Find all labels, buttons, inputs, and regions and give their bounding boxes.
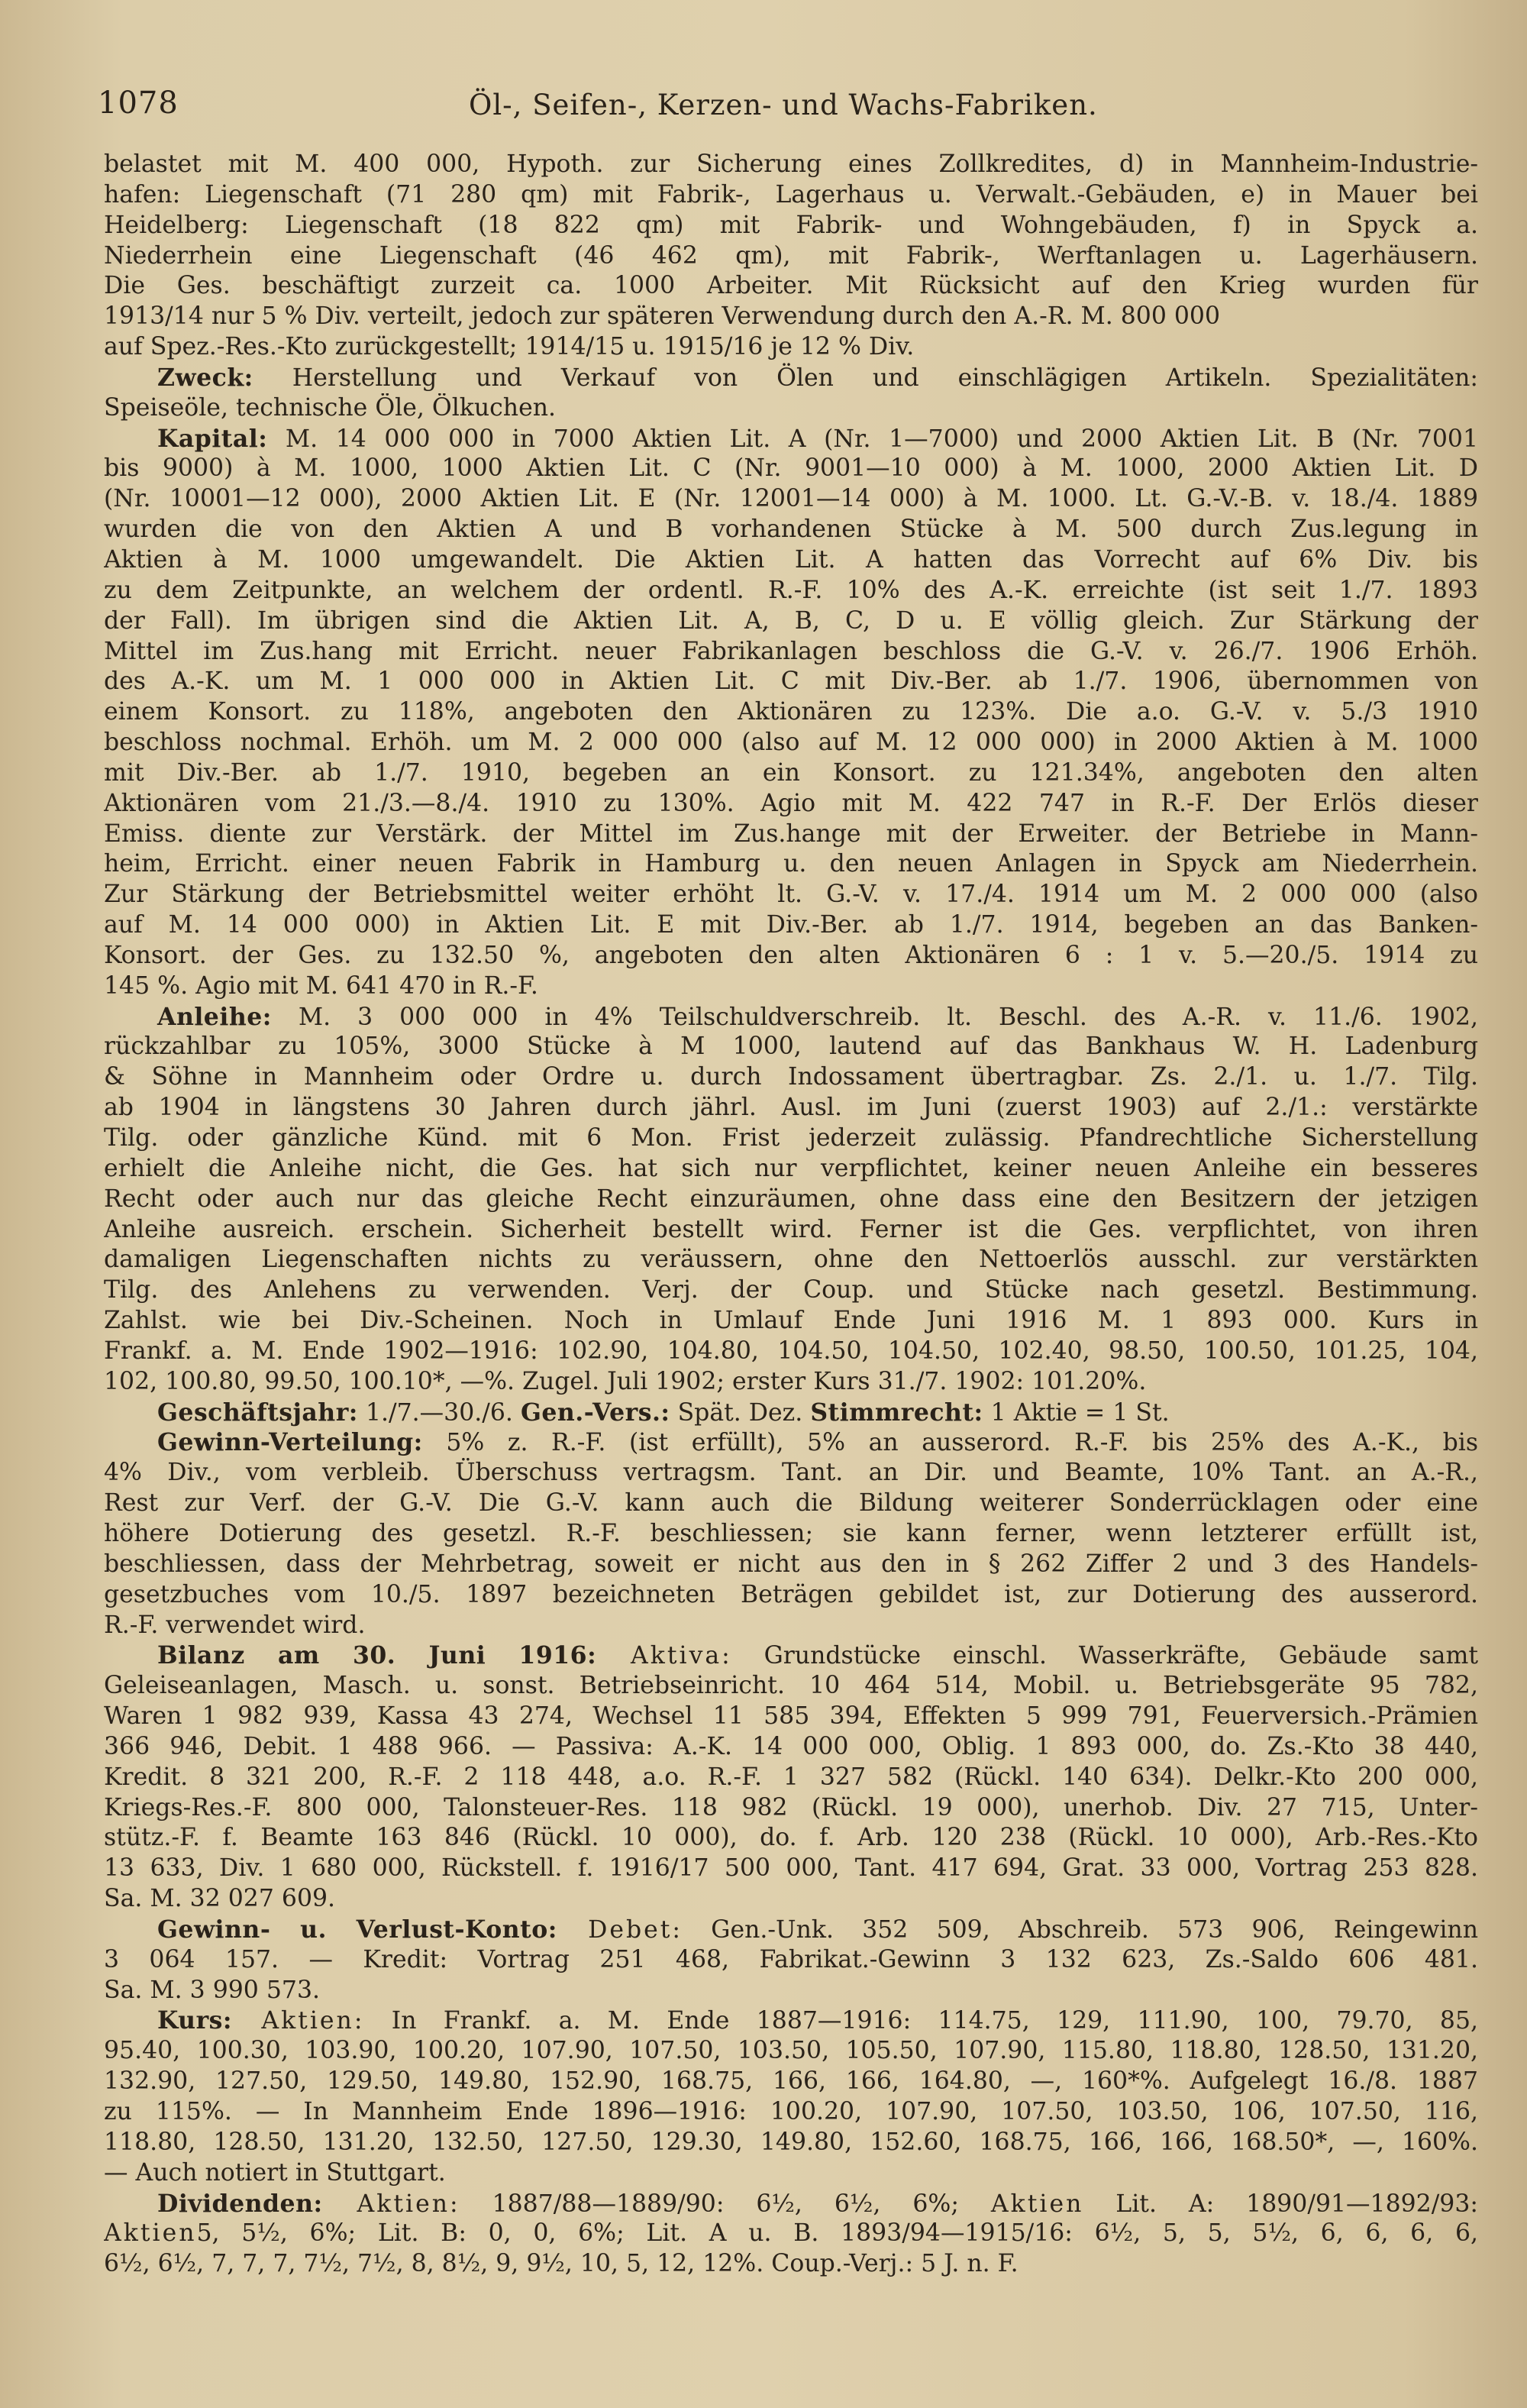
section-heading: Kurs: xyxy=(157,2006,233,2035)
line-text: M. 3 000 000 in 4% Teilschuldverschreib. lt. Beschl. des A.-R. v. 11./6. 1902, xyxy=(271,1003,1478,1031)
line-text: Herstellung und Verkauf von Ölen und einschlägigen Artikeln. Spezialitäten: xyxy=(253,364,1478,392)
text-line xyxy=(104,758,1478,789)
text-line xyxy=(104,2249,1478,2280)
text-line xyxy=(104,1550,1478,1580)
page-body-text xyxy=(104,150,1478,2280)
text-line xyxy=(104,1793,1478,1824)
line-text: 145 %. Agio mit M. 641 470 in R.-F. xyxy=(104,971,538,1000)
line-text: 3 064 157. — Kredit: Vortrag 251 468, Fabrikat.-Gewinn 3 132 623, Zs.-Saldo 606 481. xyxy=(104,1945,1478,1973)
line-text: Lit. A: 1890/91—1892/93: xyxy=(1083,2190,1478,2218)
text-line xyxy=(104,1640,1478,1671)
line-text: Gen.-Unk. 352 509, Abschreib. 573 906, Reingewinn xyxy=(683,1915,1478,1944)
text-line xyxy=(104,1671,1478,1702)
text-line xyxy=(104,941,1478,971)
text-line xyxy=(104,2067,1478,2097)
line-text: 132.90, 127.50, 129.50, 149.80, 152.90, 168.75, 166, 166, 164.80, —, 160*%. Aufgelegt 16./8. 1887 xyxy=(104,2067,1478,2096)
line-text: Zur Stärkung der Betriebsmittel weiter erhöht lt. G.-V. v. 17./4. 1914 um M. 2 000 000 (also xyxy=(104,881,1478,909)
line-text: der Fall). Im übrigen sind die Aktien Lit. A, B, C, D u. E völlig gleich. Zur Stärkung der xyxy=(104,606,1478,635)
text-line xyxy=(104,1215,1478,1246)
line-text: & Söhne in Mannheim oder Ordre u. durch Indossament übertragbar. Zs. 2./1. u. 1./7. Tilg. xyxy=(104,1063,1478,1091)
text-line xyxy=(104,2006,1478,2036)
line-text: erhielt die Anleihe nicht, die Ges. hat sich nur verpflichtet, keiner neuen Anleihe ein besseres xyxy=(104,1154,1478,1182)
text-line xyxy=(104,1032,1478,1062)
text-line xyxy=(104,880,1478,910)
text-line xyxy=(104,728,1478,758)
text-line xyxy=(104,1367,1478,1398)
page-number: 1078 xyxy=(98,86,179,121)
text-line xyxy=(104,789,1478,819)
line-text: Konsort. der Ges. zu 132.50 %, angeboten den alten Aktionären 6 : 1 v. 5.—20./5. 1914 zu xyxy=(104,941,1478,969)
spaced-label: Aktien xyxy=(990,2190,1084,2218)
text-line xyxy=(104,1823,1478,1854)
line-text: Aktien à M. 1000 umgewandelt. Die Aktien Lit. A hatten das Vorrecht auf 6% Div. bis xyxy=(104,545,1478,574)
line-text: Emiss. diente zur Verstärk. der Mittel im Zus.hange mit der Erweiter. der Betriebe in Mann- xyxy=(104,819,1478,848)
text-line xyxy=(104,271,1478,302)
spaced-label: Aktien xyxy=(104,2219,197,2248)
text-line xyxy=(104,606,1478,637)
text-line xyxy=(104,697,1478,728)
line-text: Heidelberg: Liegenschaft (18 822 qm) mit Fabrik- und Wohngebäuden, f) in Spyck a. xyxy=(104,211,1478,239)
text-line xyxy=(104,2189,1478,2219)
line-text: rückzahlbar zu 105%, 3000 Stücke à M 1000, lautend auf das Bankhaus W. H. Ladenburg xyxy=(104,1033,1478,1061)
line-text: damaligen Liegenschaften nichts zu veräussern, ohne den Nettoerlös ausschl. zur verstärkten xyxy=(104,1246,1478,1274)
line-text: Sa. M. 32 027 609. xyxy=(104,1885,336,1913)
line-text: Sa. M. 3 990 573. xyxy=(104,1976,320,2004)
line-text: Rest zur Verf. der G.-V. Die G.-V. kann auch die Bildung weiterer Sonderrücklagen oder eine xyxy=(104,1489,1478,1518)
text-line xyxy=(104,1580,1478,1611)
text-line xyxy=(104,1488,1478,1519)
line-text: 95.40, 100.30, 103.90, 100.20, 107.90, 107.50, 103.50, 105.50, 107.90, 115.80, 118.80, 128.50, 131.20, xyxy=(104,2037,1478,2065)
line-text: stütz.-F. f. Beamte 163 846 (Rückl. 10 000), do. f. Arb. 120 238 (Rückl. 10 000), Arb.-Res.-Kto xyxy=(104,1824,1478,1852)
line-text: Spät. Dez. xyxy=(670,1398,811,1427)
text-line xyxy=(104,2128,1478,2158)
text-line xyxy=(104,393,1478,424)
line-text: 1913/14 nur 5 % Div. verteilt, jedoch zur späteren Verwendung durch den A.-R. M. 800 000 xyxy=(104,302,1221,331)
text-line xyxy=(104,1185,1478,1215)
line-text: bis 9000) à M. 1000, 1000 Aktien Lit. C (Nr. 9001—10 000) à M. 1000, 2000 Aktien Lit. D xyxy=(104,454,1478,483)
line-text: 1 Aktie = 1 St. xyxy=(983,1398,1170,1427)
running-title: Öl-, Seifen-, Kerzen- und Wachs-Fabriken. xyxy=(469,89,1098,121)
line-text: zu dem Zeitpunkte, an welchem der ordentl. R.-F. 10% des A.-K. erreichte (ist seit 1./7. 1893 xyxy=(104,576,1478,604)
text-line xyxy=(104,1245,1478,1275)
line-text: hafen: Liegenschaft (71 280 qm) mit Fabrik-, Lagerhaus u. Verwalt.-Gebäuden, e) in Mauer bei xyxy=(104,180,1478,208)
text-line xyxy=(104,910,1478,941)
text-line xyxy=(104,1854,1478,1884)
line-text: 4% Div., vom verbleib. Überschuss vertragsm. Tant. an Dir. und Beamte, 10% Tant. an A.-R., xyxy=(104,1459,1478,1487)
line-text: belastet mit M. 400 000, Hypoth. zur Sicherung eines Zollkredites, d) in Mannheim-Industrie- xyxy=(104,150,1478,178)
line-text: gesetzbuches vom 10./5. 1897 bezeichneten Beträgen gebildet ist, zur Dotierung des ausserord. xyxy=(104,1580,1478,1608)
text-line xyxy=(104,667,1478,697)
spaced-label: Aktien: xyxy=(232,2007,365,2035)
text-line xyxy=(104,454,1478,484)
line-text: zu 115%. — In Mannheim Ende 1896—1916: 100.20, 107.90, 107.50, 103.50, 106, 107.50, 116, xyxy=(104,2098,1478,2125)
section-heading: Stimmrecht: xyxy=(810,1398,983,1427)
line-text: Die Ges. beschäftigt zurzeit ca. 1000 Arbeiter. Mit Rücksicht auf den Krieg wurden für xyxy=(104,272,1478,300)
section-heading: Geschäftsjahr: xyxy=(157,1398,358,1427)
text-line xyxy=(104,1306,1478,1337)
line-text: Kriegs-Res.-F. 800 000, Talonsteuer-Res. 118 982 (Rückl. 19 000), unerhob. Div. 27 715, Unter- xyxy=(104,1793,1478,1821)
line-text: 5% z. R.-F. (ist erfüllt), 5% an ausserord. R.-F. bis 25% des A.-K., bis xyxy=(422,1429,1478,1457)
line-text: mit Div.-Ber. ab 1./7. 1910, begeben an ein Konsort. zu 121.34%, angeboten den alten xyxy=(104,758,1478,787)
line-text: 5, 5½, 6%; Lit. B: 0, 0, 6%; xyxy=(196,2219,647,2248)
text-line xyxy=(104,1611,1478,1641)
text-line xyxy=(104,849,1478,880)
section-heading: Gen.-Vers.: xyxy=(520,1398,670,1427)
line-text: 118.80, 128.50, 131.20, 132.50, 127.50, 129.30, 149.80, 152.60, 168.75, 166, 166, 168.50*, —, 160%. xyxy=(104,2128,1478,2156)
line-text: 366 946, Debit. 1 488 966. — Passiva: A.-K. 14 000 000, Oblig. 1 893 000, do. Zs.-Kto 38 440, xyxy=(104,1732,1478,1760)
line-text: wurden die von den Aktien A und B vorhandenen Stücke à M. 500 durch Zus.legung in xyxy=(104,516,1478,544)
section-heading: Anleihe: xyxy=(157,1002,272,1031)
line-text: Niederrhein eine Liegenschaft (46 462 qm), mit Fabrik-, Werftanlagen u. Lagerhäusern. xyxy=(104,241,1478,270)
line-text: ab 1904 in längstens 30 Jahren durch jährl. Ausl. im Juni (zuerst 1903) auf 2./1.: verstärkte xyxy=(104,1094,1478,1122)
section-heading: Zweck: xyxy=(157,363,253,392)
line-text: Geleiseanlagen, Masch. u. sonst. Betriebseinricht. 10 464 514, Mobil. u. Betriebsgeräte 95 782, xyxy=(104,1672,1478,1700)
text-line xyxy=(104,1002,1478,1033)
line-text: einem Konsort. zu 118%, angeboten den Aktionären zu 123%. Die a.o. G.-V. v. 5./3 1910 xyxy=(104,698,1478,726)
text-line xyxy=(104,180,1478,211)
text-line xyxy=(104,1702,1478,1732)
line-text: Tilg. oder gänzliche Künd. mit 6 Mon. Frist jederzeit zulässig. Pfandrechtliche Sicherstellung xyxy=(104,1124,1478,1152)
section-heading: Gewinn- u. Verlust-Konto: xyxy=(157,1915,557,1944)
text-line xyxy=(104,332,1478,363)
text-line xyxy=(104,302,1478,332)
text-line xyxy=(104,1732,1478,1763)
text-line xyxy=(104,1093,1478,1123)
text-line xyxy=(104,2097,1478,2128)
spaced-label: Aktien: xyxy=(322,2190,460,2218)
line-text: Tilg. des Anlehens zu verwenden. Verj. der Coup. und Stücke nach gesetzl. Bestimmung. xyxy=(104,1276,1478,1304)
text-line xyxy=(104,363,1478,393)
text-line xyxy=(104,1884,1478,1915)
line-text: Mittel im Zus.hang mit Erricht. neuer Fabrikanlagen beschloss die G.-V. v. 26./7. 1906 Erhöh. xyxy=(104,637,1478,665)
section-heading: Bilanz am 30. Juni 1916: xyxy=(157,1641,597,1670)
section-heading: Dividenden: xyxy=(157,2189,323,2218)
text-line xyxy=(104,241,1478,272)
line-text: 102, 100.80, 99.50, 100.10*, —%. Zugel. Juli 1902; erster Kurs 31./7. 1902: 101.20%. xyxy=(104,1367,1147,1395)
section-heading: Gewinn-Verteilung: xyxy=(157,1428,423,1457)
text-line xyxy=(104,1062,1478,1093)
line-text: Speiseöle, technische Öle, Ölkuchen. xyxy=(104,393,557,422)
text-line xyxy=(104,545,1478,576)
line-text: auf M. 14 000 000) in Aktien Lit. E mit Div.-Ber. ab 1./7. 1914, begeben an das Banken- xyxy=(104,911,1478,939)
line-text: Zahlst. wie bei Div.-Scheinen. Noch in Umlauf Ende Juni 1916 M. 1 893 000. Kurs in xyxy=(104,1307,1478,1335)
text-line xyxy=(104,2219,1478,2249)
page-header xyxy=(98,86,1098,131)
line-text: Aktionären vom 21./3.—8./4. 1910 zu 130%. Agio mit M. 422 747 in R.-F. Der Erlös dieser xyxy=(104,789,1478,817)
line-text: Kredit. 8 321 200, R.-F. 2 118 448, a.o. R.-F. 1 327 582 (Rückl. 140 634). Delkr.-Kto 200 000, xyxy=(104,1763,1478,1791)
text-line xyxy=(104,637,1478,667)
line-text: beschliessen, dass der Mehrbetrag, soweit er nicht aus den in § 262 Ziffer 2 und 3 des Handels- xyxy=(104,1550,1478,1578)
text-line xyxy=(104,424,1478,454)
text-line xyxy=(104,484,1478,515)
line-text: auf Spez.-Res.-Kto zurückgestellt; 1914/15 u. 1915/16 je 12 % Div. xyxy=(104,333,915,361)
line-text: (Nr. 10001—12 000), 2000 Aktien Lit. E (Nr. 12001—14 000) à M. 1000. Lt. G.-V.-B. v. 18./4. 1889 xyxy=(104,485,1478,513)
text-line xyxy=(104,576,1478,606)
section-heading: Kapital: xyxy=(157,424,268,453)
line-text: beschloss nochmal. Erhöh. um M. 2 000 000 (also auf M. 12 000 000) in 2000 Aktien à M. 1000 xyxy=(104,729,1478,757)
line-text: Frankf. a. M. Ende 1902—1916: 102.90, 104.80, 104.50, 104.50, 102.40, 98.50, 100.50, 101.25, 104, xyxy=(104,1337,1478,1365)
line-text: Anleihe ausreich. erschein. Sicherheit bestellt wird. Ferner ist die Ges. verpflichtet, von ihren xyxy=(104,1215,1478,1243)
text-line xyxy=(104,1154,1478,1185)
text-line xyxy=(104,819,1478,850)
line-text: Lit. A u. B. 1893/94—1915/16: 6½, 5, 5, 5½, 6, 6, 6, 6, xyxy=(646,2219,1478,2248)
text-line xyxy=(104,2036,1478,2067)
text-line xyxy=(104,1945,1478,1976)
text-line xyxy=(104,1337,1478,1367)
text-line xyxy=(104,1763,1478,1793)
spaced-label: Aktiva: xyxy=(596,1642,732,1670)
line-text: R.-F. verwendet wird. xyxy=(104,1611,366,1639)
line-text: Grundstücke einschl. Wasserkräfte, Gebäude samt xyxy=(731,1642,1478,1670)
line-text: Waren 1 982 939, Kassa 43 274, Wechsel 11 585 394, Effekten 5 999 791, Feuerversich.-Prämien xyxy=(104,1702,1478,1731)
text-line xyxy=(104,2158,1478,2189)
line-text: des A.-K. um M. 1 000 000 in Aktien Lit. C mit Div.-Ber. ab 1./7. 1906, übernommen von xyxy=(104,667,1478,696)
line-text: 1./7.—30./6. xyxy=(357,1398,521,1427)
text-line xyxy=(104,1427,1478,1458)
text-line xyxy=(104,1123,1478,1154)
spaced-label: Debet: xyxy=(557,1915,683,1944)
line-text: heim, Erricht. einer neuen Fabrik in Hamburg u. den neuen Anlagen in Spyck am Niederrhein. xyxy=(104,850,1478,878)
line-text: M. 14 000 000 in 7000 Aktien Lit. A (Nr. 1—7000) und 2000 Aktien Lit. B (Nr. 7001 xyxy=(267,425,1478,453)
text-line xyxy=(104,1915,1478,1945)
text-line xyxy=(104,1976,1478,2006)
text-line xyxy=(104,971,1478,1002)
text-line xyxy=(104,150,1478,180)
line-text: 6½, 6½, 7, 7, 7, 7½, 7½, 8, 8½, 9, 9½, 10, 5, 12, 12%. Coup.-Verj.: 5 J. n. F. xyxy=(104,2250,1019,2278)
line-text: 13 633, Div. 1 680 000, Rückstell. f. 1916/17 500 000, Tant. 417 694, Grat. 33 000, Vortrag 253 828. xyxy=(104,1854,1478,1883)
text-line xyxy=(104,1458,1478,1488)
line-text: — Auch notiert in Stuttgart. xyxy=(104,2158,446,2187)
text-line xyxy=(104,211,1478,241)
text-line xyxy=(104,1275,1478,1306)
text-line xyxy=(104,515,1478,545)
text-line xyxy=(104,1519,1478,1550)
line-text: höhere Dotierung des gesetzl. R.-F. beschliessen; sie kann ferner, wenn letzterer erfüllt ist, xyxy=(104,1519,1478,1547)
text-line xyxy=(104,1398,1478,1428)
line-text: In Frankf. a. M. Ende 1887—1916: 114.75, 129, 111.90, 100, 79.70, 85, xyxy=(364,2007,1478,2035)
line-text: 1887/88—1889/90: 6½, 6½, 6%; xyxy=(460,2190,991,2218)
line-text: Recht oder auch nur das gleiche Recht einzuräumen, ohne dass eine den Besitzern der jetzigen xyxy=(104,1185,1478,1213)
